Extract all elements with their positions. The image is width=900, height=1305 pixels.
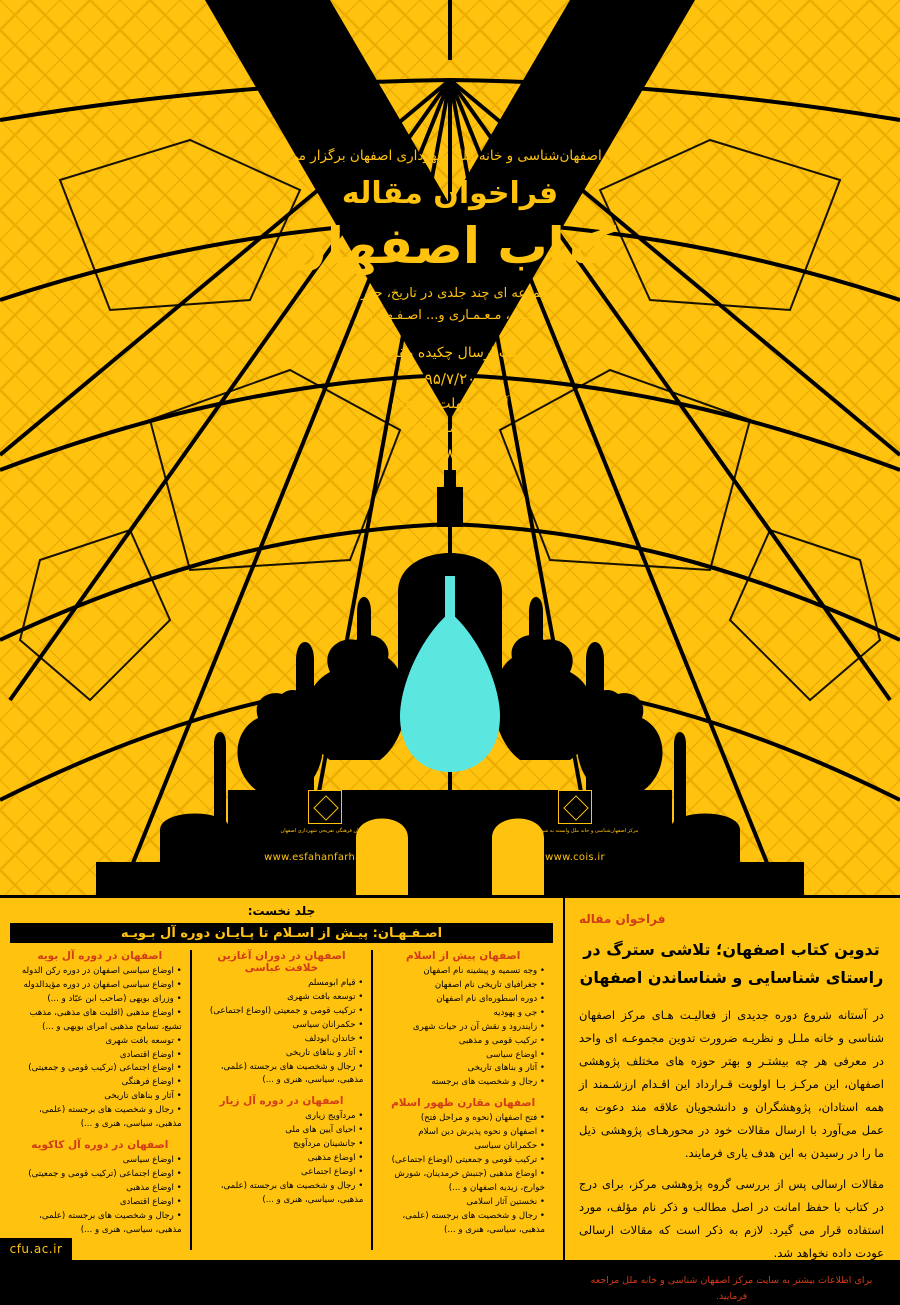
- toc-item: • وجه تسمیه و پیشینه نام اصفهان: [381, 965, 545, 979]
- full-paper-deadline-date: ۹۵/۸/۳۰: [424, 444, 476, 463]
- toc-item-list: [381, 965, 545, 1090]
- book-subtitle-line-2: هـنـر، مـعـمـاری و... اصـفـهـان): [364, 308, 536, 324]
- description-paragraph-1: در آستانه شروع دوره جدیدی از فعالیـت هـای مرکز اصفهان شناسی و خانه ملـل و نظریـه ضرورت تدوین مجموعـه ای واحد در معرفی هر چه بیشتـر و بهتر حوزه های مختلف پژوهشی اصفهان، این مرکـز بـا اولویت قـرارداد این اقـدام ارزشـمند از همه استادان، پژوهشگران و دانشجویان علاقه مند دعوت به عمل می‌آورد با ارسال مقالات خود در محورهـای پژوهشی ذیل ما را در رسیدن به این هدف یاری فرمایند.: [579, 1008, 884, 1160]
- description-title: تدوین کتاب اصفهان؛ تلاشی سترگ در راستای شناسایی و شناساندن اصفهان: [579, 940, 884, 987]
- toc-item: • رجال و شخصیت های برجسته (علمی، مذهبی، سیاسی، هنری و ...): [18, 1104, 182, 1132]
- abstract-deadline-label: مهلت ارسال چکیده مقالات:: [368, 345, 532, 362]
- toc-item: • رجال و شخصیت های برجسته (علمی، مذهبی، سیاسی، هنری و ...): [18, 1210, 182, 1238]
- toc-group-title: اصفهان در دوره آل کاکویه: [31, 1139, 169, 1152]
- toc-item: • اوضاع اجتماعی: [200, 1166, 364, 1180]
- description-footnote: برای اطلاعات بیشتر به سایت مرکز اصفهان شناسی و خانه ملل مراجعه فرمایید.: [590, 1275, 873, 1303]
- organizer-line: مرکز اصفهان‌شناسی و خانه ملل شهرداری اصفهان برگزار می‌کند:: [265, 148, 635, 164]
- toc-group: [200, 950, 364, 1088]
- toc-item: • ترکیب قومی و جمعیتی (اوضاع اجتماعی): [200, 1005, 364, 1019]
- toc-group: [381, 950, 545, 1090]
- logo-block-cois: [500, 790, 650, 863]
- toc-item: • آثار و بناهای تاریخی: [18, 1090, 182, 1104]
- toc-item: • اوضاع فرهنگی: [18, 1076, 182, 1090]
- toc-item: • دوره اسطوره‌ای نام اصفهان: [381, 993, 545, 1007]
- toc-columns: [10, 950, 553, 1250]
- toc-item: • اوضاع اقتصادی: [18, 1049, 182, 1063]
- call-for-papers-title: فراخوان مقاله: [341, 176, 559, 211]
- toc-item: • اوضاع مذهبی (اقلیت های مذهبی، مذهب تشیع، تسامح مذهبی امرای بویهی و ...): [18, 1007, 182, 1035]
- toc-item: • اوضاع اجتماعی (ترکیب قومی و جمعیتی): [18, 1168, 182, 1182]
- toc-column-3: [10, 950, 190, 1250]
- toc-group: [18, 950, 182, 1132]
- toc-item: • اوضاع اقتصادی: [18, 1196, 182, 1210]
- toc-group-title: اصفهان در دوره آل زیار: [219, 1095, 344, 1108]
- esfahanfarhang-logo-icon: [308, 790, 342, 824]
- toc-item: • اوضاع سیاسی: [381, 1049, 545, 1063]
- description-column: [563, 898, 900, 1303]
- full-paper-deadline-label-2: اصل مقالات:: [412, 420, 488, 437]
- toc-item: • حکمرانان سیاسی: [381, 1140, 545, 1154]
- toc-item: • قیام ابومسلم: [200, 977, 364, 991]
- toc-item: • اوضاع سیاسی اصفهان در دوره رکن الدوله: [18, 965, 182, 979]
- toc-item: • ترکیب قومی و جمعیتی (اوضاع اجتماعی): [381, 1154, 545, 1168]
- toc-item: • جغرافیای تاریخی نام اصفهان: [381, 979, 545, 993]
- toc-item: • خاندان ابودلف: [200, 1033, 364, 1047]
- toc-group: [200, 1095, 364, 1207]
- volume-label: جلد نخست:: [247, 904, 316, 918]
- toc-item: • احیای آیین های ملی: [200, 1124, 364, 1138]
- toc-column: [0, 898, 563, 1260]
- toc-item: • جی و یهودیه: [381, 1007, 545, 1021]
- toc-item: • نخستین آثار اسلامی: [381, 1196, 545, 1210]
- description-kicker: فراخوان مقاله: [579, 912, 666, 926]
- cois-website-url[interactable]: www.cois.ir: [545, 851, 605, 863]
- toc-item: • آثار و بناهای تاریخی: [381, 1062, 545, 1076]
- toc-item-list: [200, 977, 364, 1088]
- toc-item: • رجال و شخصیت های برجسته (علمی، مذهبی، سیاسی، هنری و ...): [200, 1061, 364, 1089]
- toc-item: • رجال و شخصیت های برجسته: [381, 1076, 545, 1090]
- toc-item: • ترکیب قومی و مذهبی: [381, 1035, 545, 1049]
- toc-item: • اوضاع سیاسی: [18, 1154, 182, 1168]
- cois-logo-caption: مرکز اصفهان‌شناسی و خانه ملل وابسته به شهرداری اصفهان: [511, 828, 639, 834]
- toc-group-title: اصفهان در دوران آغازین خلافت عباسی: [217, 950, 346, 974]
- toc-item: • اوضاع سیاسی اصفهان در دوره مؤیدالدوله: [18, 979, 182, 993]
- book-subtitle-line-1: (مجموعه ای چند جلدی در تاریخ، جغرافیا،: [339, 286, 561, 301]
- toc-item-list: [18, 965, 182, 1132]
- toc-group: [18, 1139, 182, 1238]
- esfahanfarhang-website-url[interactable]: www.esfahanfarhang.ir: [264, 851, 386, 863]
- toc-banner-text: اصـفـهـان: پیـش از اسـلام تا پـایـان دوره آل بـویـه: [120, 926, 443, 941]
- book-title: کتاب اصفهان: [284, 217, 616, 275]
- toc-group-title: اصفهان در دوره آل بویه: [37, 950, 163, 962]
- toc-item: • آثار و بناهای تاریخی: [200, 1047, 364, 1061]
- toc-column-1: [371, 950, 553, 1250]
- toc-item: • اوضاع مذهبی: [200, 1152, 364, 1166]
- toc-item: • اوضاع مذهبی: [18, 1182, 182, 1196]
- toc-item-list: [18, 1154, 182, 1238]
- footer-site-url[interactable]: cfu.ac.ir: [0, 1238, 72, 1260]
- toc-item: • حکمرانان سیاسی: [200, 1019, 364, 1033]
- esfahanfarhang-logo-caption: سازمان فرهنگی تفریحی شهرداری اصفهان: [280, 828, 370, 834]
- abstract-deadline-date: ۹۵/۷/۲۰: [424, 369, 476, 388]
- toc-group-title: اصفهان مقارن ظهور اسلام: [391, 1097, 536, 1110]
- toc-item: • زایندرود و نقش آن در حیات شهری: [381, 1021, 545, 1035]
- toc-item-list: [381, 1112, 545, 1237]
- bottom-info-panel: [0, 895, 900, 1303]
- toc-item: • توسعه بافت شهری: [18, 1035, 182, 1049]
- toc-group: [381, 1097, 545, 1237]
- toc-item: • وزرای بویهی (صاحب ابن عبّاد و ...): [18, 993, 182, 1007]
- logo-block-esfahanfarhang: [250, 790, 400, 863]
- toc-item: • رجال و شخصیت های برجسته (علمی، مذهبی، سیاسی، هنری و ...): [381, 1210, 545, 1238]
- logo-row: [0, 790, 900, 863]
- toc-item-list: [200, 1110, 364, 1207]
- toc-item: • رجال و شخصیت های برجسته (علمی، مذهبی، سیاسی، هنری و ...): [200, 1180, 364, 1208]
- headline-block: [0, 148, 900, 467]
- toc-item: • مردآویج زیاری: [200, 1110, 364, 1124]
- toc-item: • توسعه بافت شهری: [200, 991, 364, 1005]
- toc-column-2: [190, 950, 372, 1250]
- toc-item: • اوضاع مذهبی (جنبش خرمدینان، شورش خوارج، زیدیه اصفهان و ...): [381, 1168, 545, 1196]
- description-paragraph-2: مقالات ارسالی پس از بررسی گروه پژوهشی مرکز، برای درج در کتاب با حفظ امانت در اصل مطالب و ذکر نام مؤلف، مورد استفاده قرار می گیرد. لازم به ذکر است که مقالات ارسالی عودت داده نخواهد شد.: [579, 1177, 884, 1260]
- toc-banner: [10, 920, 553, 946]
- toc-item: • فتح اصفهان (نحوه و مراحل فتح): [381, 1112, 545, 1126]
- toc-group-title: اصفهان پیش از اسلام: [405, 950, 521, 962]
- toc-item: • اوضاع اجتماعی (ترکیب قومی و جمعیتی): [18, 1062, 182, 1076]
- toc-item: • اصفهان و نحوه پذیرش دین اسلام: [381, 1126, 545, 1140]
- toc-item: • جانشینان مردآویج: [200, 1138, 364, 1152]
- full-paper-deadline-label-1: آخرین مهلت دریافت: [391, 395, 509, 412]
- cois-logo-icon: [558, 790, 592, 824]
